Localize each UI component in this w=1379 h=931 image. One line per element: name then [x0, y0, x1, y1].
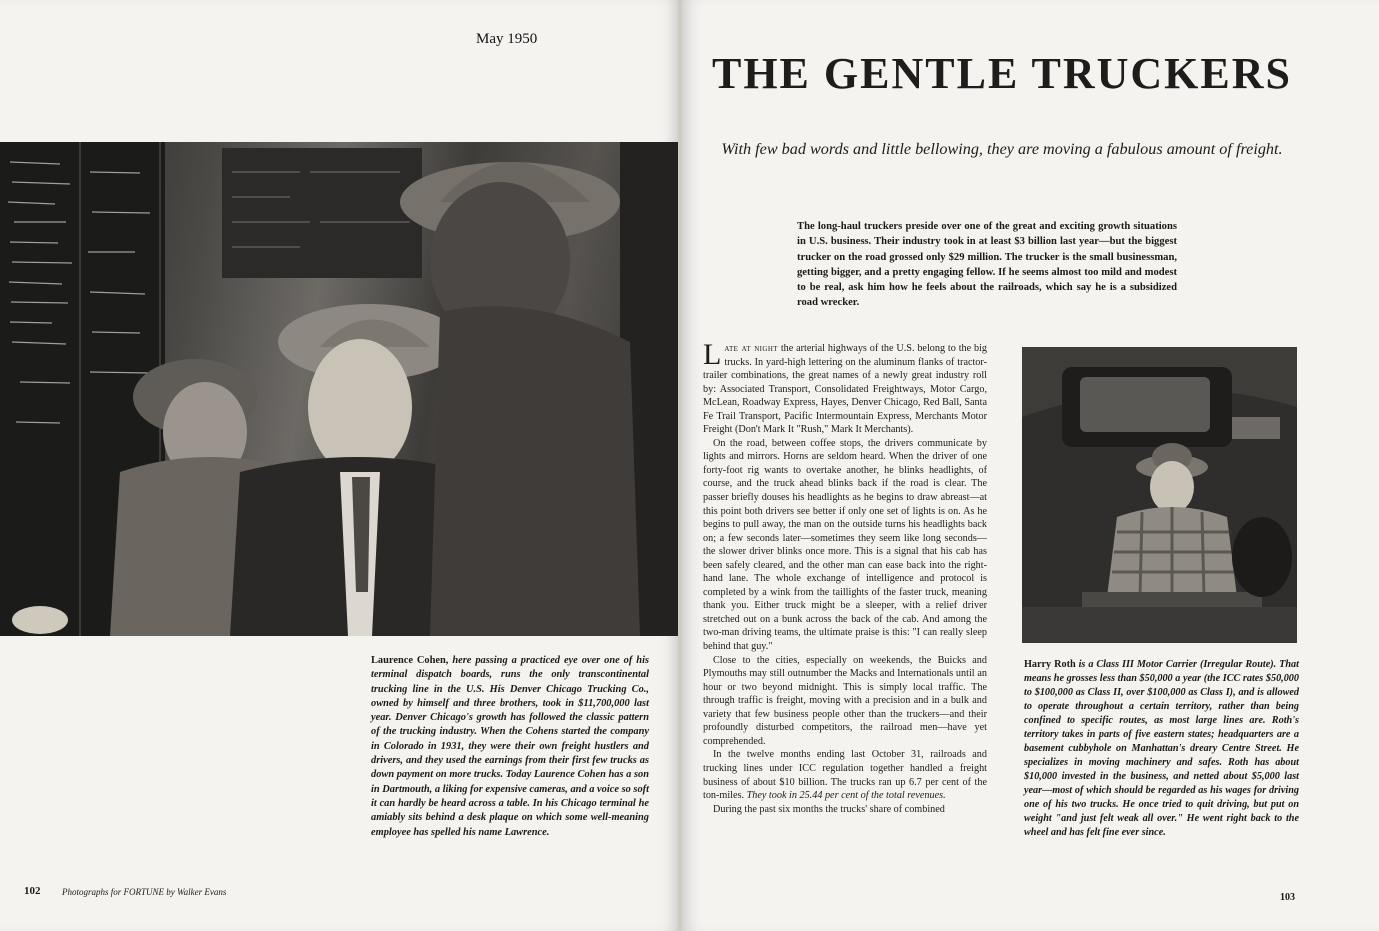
cohen-caption-name: Laurence Cohen, — [371, 655, 449, 666]
cohen-caption-text: here passing a practiced eye over one of his terminal dispatch boards, runs the only transcontinental trucking line in the U.S. His Denver Chicago Trucking Co., owned by himself and three brothers, took in $11,700,000 last year. Denver Chicago's growth has followed the classic pattern of the trucking industry. When the Cohens started the company in Colorado in 1931, they were their own freight hustlers and drivers, and they used the earnings from their first few trucks as down payment on more trucks. Today Laurence Cohen has a son in Dartmouth, a liking for expensive cameras, and a voice so soft it can hardly be heard across a table. In his Chicago terminal he amiably sits behind a desk plaque on which some well-meaning employee has spelled his name Lawrence. — [371, 655, 650, 838]
photo-driver-in-truck-icon — [1022, 347, 1297, 643]
lead-smallcaps: ate at night — [724, 343, 778, 354]
body-p3: Close to the cities, especially on weekends, the Buicks and Plymouths may still outnumber the Macks and Internationals until an hour or two beyond midnight. This is simply local traffic. The through traffic is freight, moving with a precision and in a bulk and variety that few business people other than the truckers—and their profoundly disturbed competitors, the railroad men—have yet comprehended. — [703, 654, 987, 747]
right-page — [682, 0, 1379, 931]
cohen-caption — [371, 654, 649, 840]
body-paragraph — [703, 338, 988, 437]
body-p2: On the road, between coffee stops, the drivers communicate by lights and mirrors. Horns are seldom heard. When the driver of one forty-foot rig wants to overtake another, he blinks headlights, of course, and the truck ahead blinks back if the road is clear. The passer briefly douses his headlights as he begins to draw abreast—at this point both drivers see better if only one set of lights is on. As he begins to pull away, the man on the outside turns his headlights back on; a few seconds later—sometimes they seem like long seconds—the slower driver blinks once more. This is a signal that his cab has been safely cleared, and the other man can ease back into the right-hand lane. The whole exchange of intelligence and protocol is completed by a wink from the taillights of the faster truck, meaning thank you. Either truck might be a sleeper, with a relief driver stretched out on a bunk across the back of the cab. And among the two-man driving teams, the ultimate praise is this: "I can really sleep behind that guy." — [703, 437, 987, 653]
body-paragraph — [703, 748, 987, 802]
body-p5: During the past six months the trucks' share of combined — [713, 803, 945, 815]
article-deck: With few bad words and little bellowing, they are moving a fabulous amount of freight. — [721, 140, 1283, 158]
body-p1: the arterial highways of the U.S. belong to the big trucks. In yard-high lettering on the aluminum flanks of tractor-trailer combinations, the great names of a newly great industry roll by: Associated Transport, Consolidated Freightways, Motor Cargo, McLean, Roadway Express, Hayes, Denver Chicago, Red Ball, Santa Fe Trail Transport, Pacific Intermountain Express, Merchants Motor Freight (Don't Mark It "Rush," Mark It Merchants). — [703, 343, 988, 436]
roth-caption-name: Harry Roth — [1024, 659, 1076, 670]
drop-cap: L — [703, 338, 722, 371]
page-number-right: 103 — [1280, 892, 1295, 903]
photo-credit: Photographs for FORTUNE by Walker Evans — [62, 887, 227, 897]
body-p4a: In the twelve months ending last October 31, railroads and trucking lines under ICC regulation together handled a freight business of about $10 billion. The trucks ran up 6.7 per cent of the ton-miles. — [703, 749, 987, 802]
roth-caption — [1024, 658, 1299, 840]
article-intro: The long-haul truckers preside over one of the great and exciting growth situations in U.S. business. Their industry took in at least $3 billion last year—but the biggest trucker on the road grossed only $29 million. The trucker is the small businessman, getting bigger, and a pretty engaging fellow. If he seems almost too mild and modest to be real, ask him how he feels about the railroads, which say he is a subsidized road wrecker. — [797, 221, 1177, 309]
body-p4-italic: They took in 25.44 per cent of the total revenues. — [746, 790, 946, 802]
page-number-left: 102 — [24, 885, 41, 897]
roth-caption-text: is a Class III Motor Carrier (Irregular Route). That means he grosses less than $50,000 a year (the ICC rates $50,000 to $100,000 as Class II, over $100,000 as Class I), and is allowed to operate throughout a certain territory, rather than being confined to specific routes, as most large lines are. Roth's territory takes in parts of five eastern states; headquarters are a basement cubbyhole on Manhattan's dreary Centre Street. He specializes in moving machinery and safes. Roth has about $10,000 invested in the business, and netted about $5,000 last year—most of which should be regarded as his wages for driving one of his two trucks. He once tried to quit driving, but put on weight "and just felt weak all over." He went right back to the wheel and has felt fine ever since. — [1024, 659, 1299, 838]
photo-dispatch-board-art — [0, 142, 678, 636]
article-body — [703, 338, 988, 816]
article-headline: THE GENTLE TRUCKERS — [711, 49, 1292, 98]
dateline: May 1950 — [476, 31, 538, 47]
photo-dispatch-board-icon — [0, 142, 678, 636]
left-page — [0, 0, 680, 931]
photo-roth-art — [1022, 347, 1297, 643]
